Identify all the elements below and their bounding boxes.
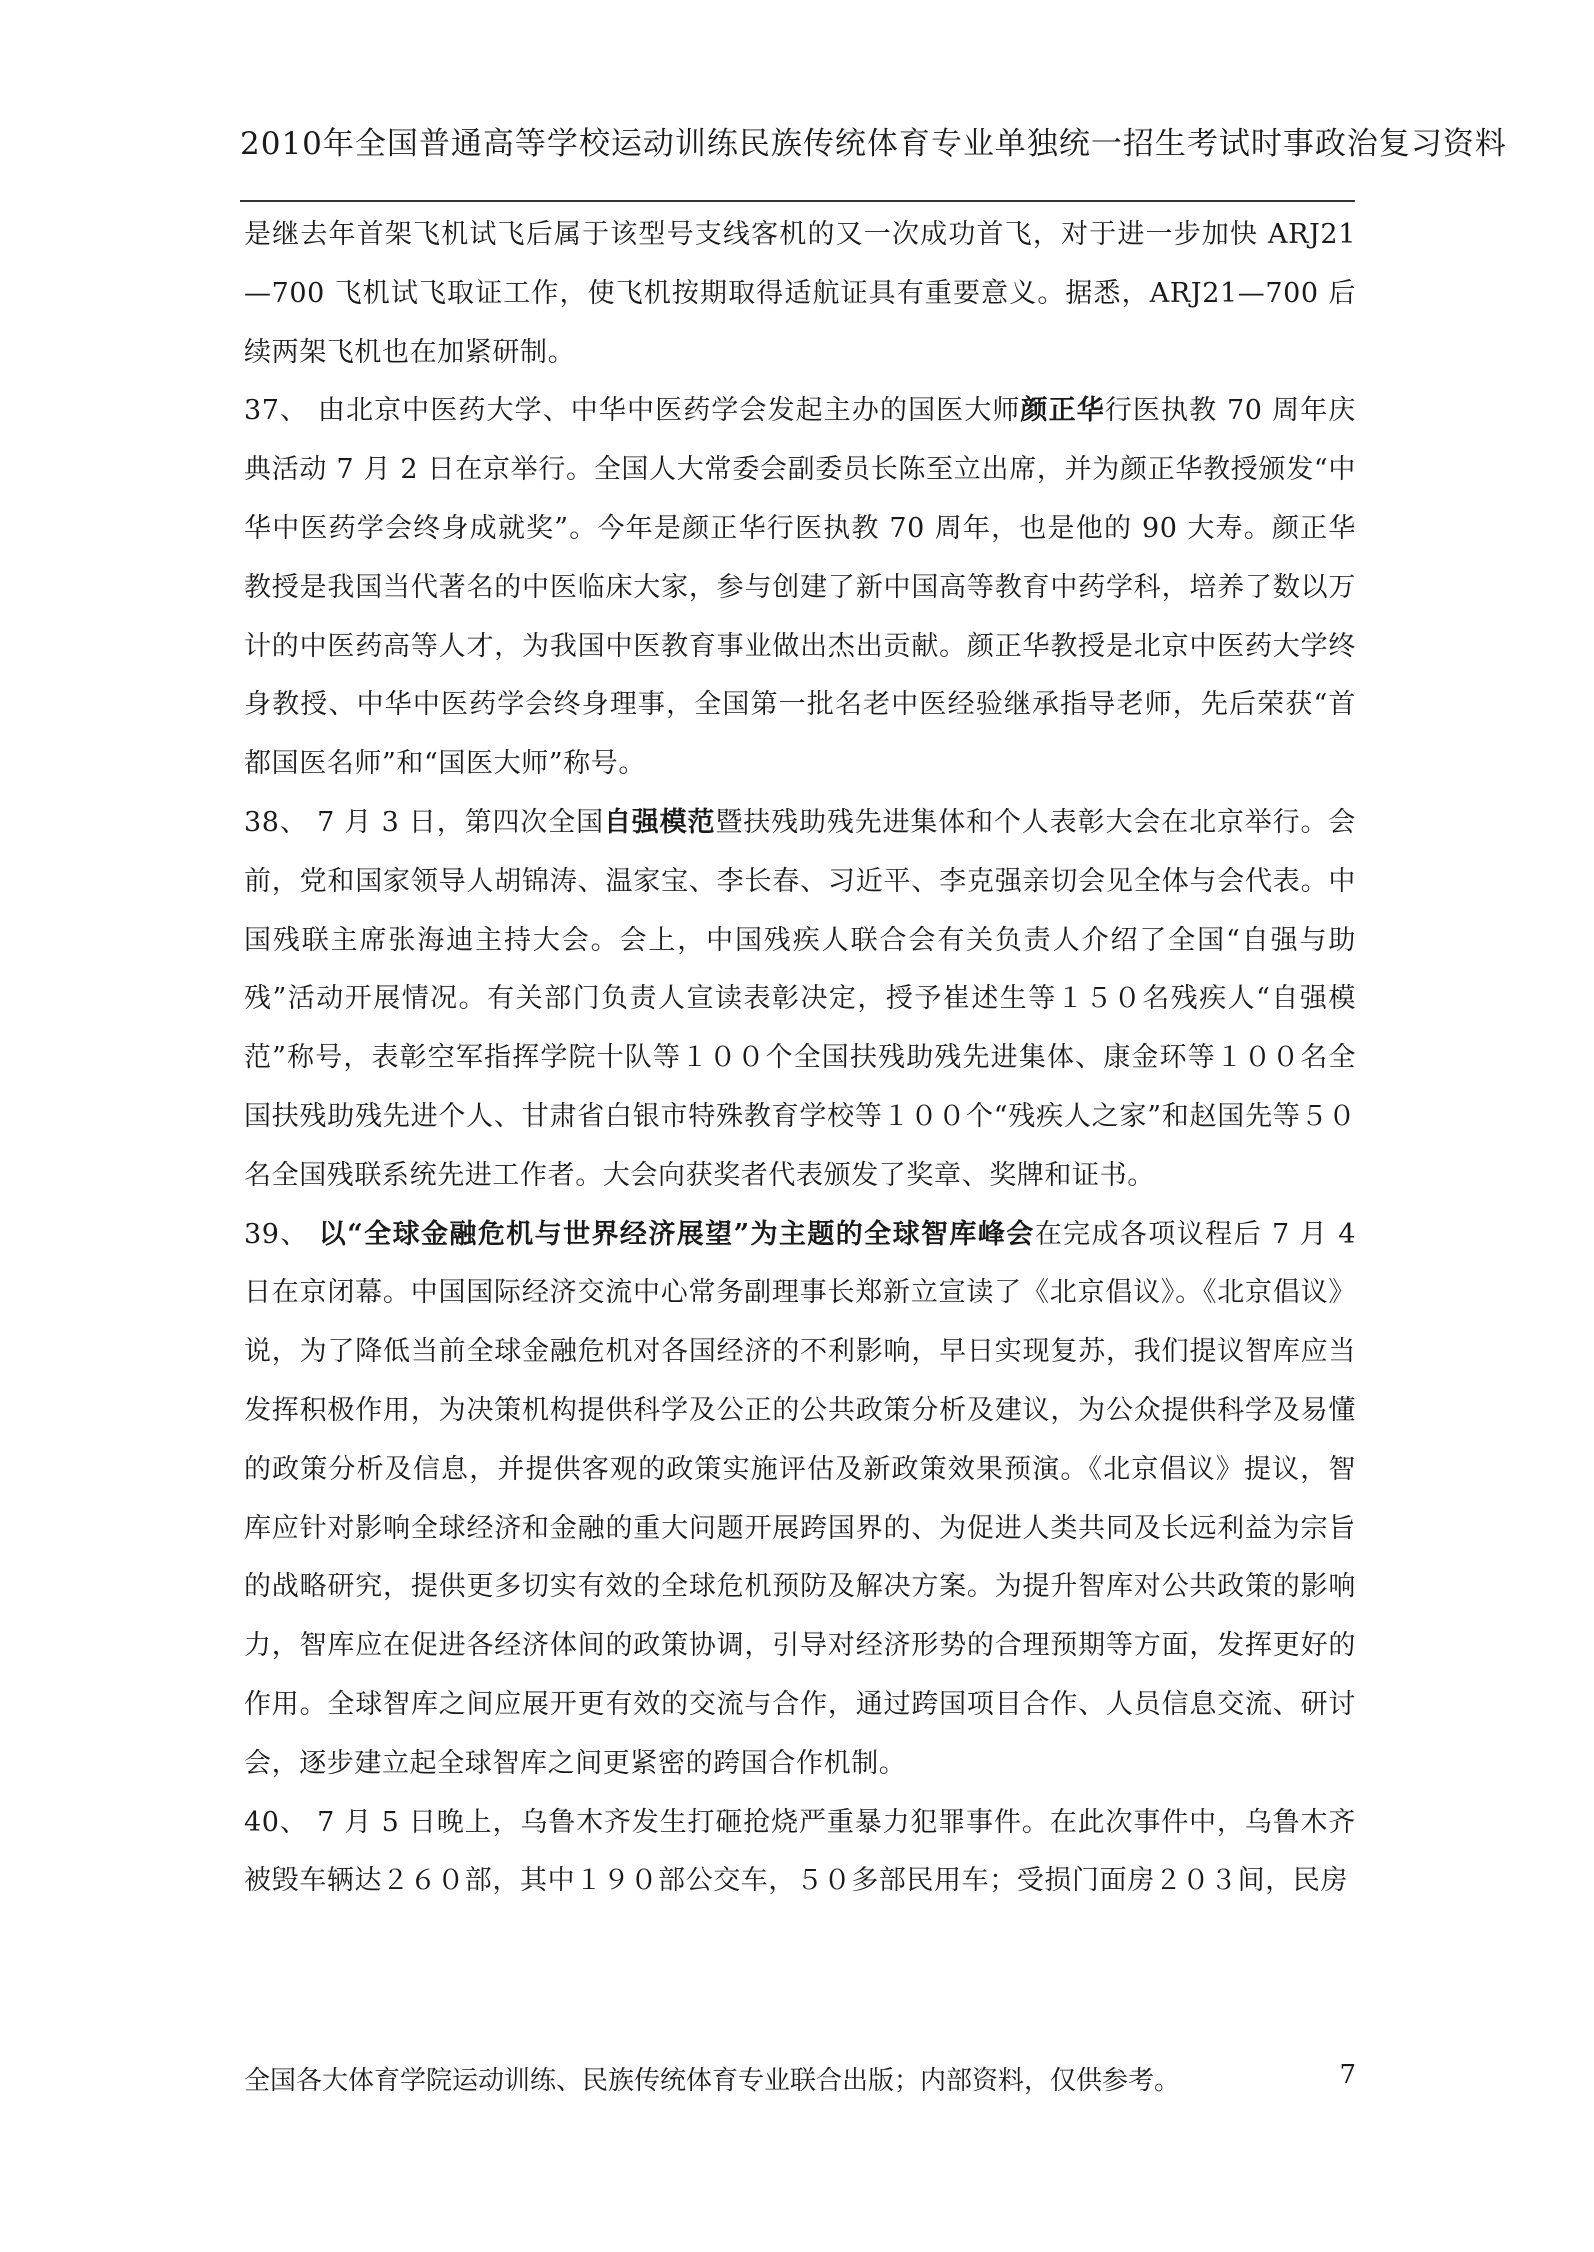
- footer-note: 全国各大体育学院运动训练、民族传统体育专业联合出版；内部资料，仅供参考。: [244, 2066, 1181, 2096]
- paragraph-item-37: [244, 382, 1356, 794]
- page-number: 7: [1339, 2060, 1356, 2090]
- text-segment: 39、: [244, 1218, 319, 1250]
- paragraph-continuation: [244, 206, 1356, 382]
- header-divider: [240, 200, 1355, 202]
- paragraph-item-38: [244, 794, 1356, 1206]
- text-segment: 37、 由北京中医药大学、中华中医药学会发起主办的国医大师: [244, 395, 1021, 427]
- page-footer: [244, 2060, 1356, 2097]
- bold-keyword: 颜正华: [1020, 395, 1105, 427]
- paragraph-item-39: [244, 1206, 1356, 1794]
- text-segment: 行医执教 70 周年庆典活动 7 月 2 日在京举行。全国人大常委会副委员长陈至立出席，并为颜正华教授颁发“中华中医药学会终身成就奖”。今年是颜正华行医执教 70 周年，也是他的 90 大寿。颜正华教授是我国当代著名的中医临床大家，参与创建了新中国高等教育中药学科，培养了数以万计的中医药高等人才，为我国中医教育事业做出杰出贡献。颜正华教授是北京中医药大学终身教授、中华中医药学会终身理事，全国第一批名老中医经验继承指导老师，先后荣获“首都国医名师”和“国医大师”称号。: [244, 395, 1356, 780]
- paragraph-item-40: [244, 1794, 1356, 1912]
- header-title: 2010年全国普通高等学校运动训练民族传统体育专业单独统一招生考试时事政治复习资料: [240, 126, 1507, 162]
- bold-keyword: 以“全球金融危机与世界经济展望”为主题的全球智库峰会: [318, 1218, 1035, 1250]
- text-segment: 40、 7 月 5 日晚上，乌鲁木齐发生打砸抢烧严重暴力犯罪事件。在此次事件中，乌鲁木齐被毁车辆达２６０部，其中１９０部公交车，５０多部民用车；受损门面房２０３间，民房: [244, 1806, 1356, 1897]
- text-segment: 38、 7 月 3 日，第四次全国: [244, 806, 604, 838]
- text-segment: 暨扶残助残先进集体和个人表彰大会在北京举行。会前，党和国家领导人胡锦涛、温家宝、李长春、习近平、李克强亲切会见全体与会代表。中国残联主席张海迪主持大会。会上，中国残疾人联合会有关负责人介绍了全国“自强与助残”活动开展情况。有关部门负责人宣读表彰决定，授予崔述生等１５０名残疾人“自强模范”称号，表彰空军指挥学院十队等１００个全国扶残助残先进集体、康金环等１００名全国扶残助残先进个人、甘肃省白银市特殊教育学校等１００个“残疾人之家”和赵国先等５０名全国残联系统先进工作者。大会向获奖者代表颁发了奖章、奖牌和证书。: [244, 806, 1356, 1191]
- text-segment: 在完成各项议程后 7 月 4 日在京闭幕。中国国际经济交流中心常务副理事长郑新立宣读了《北京倡议》。《北京倡议》说，为了降低当前全球金融危机对各国经济的不利影响，早日实现复苏，我们提议智库应当发挥积极作用，为决策机构提供科学及公正的公共政策分析及建议，为公众提供科学及易懂的政策分析及信息，并提供客观的政策实施评估及新政策效果预演。《北京倡议》提议，智库应针对影响全球经济和金融的重大问题开展跨国界的、为促进人类共同及长远利益为宗旨的战略研究，提供更多切实有效的全球危机预防及解决方案。为提升智库对公共政策的影响力，智库应在促进各经济体间的政策协调，引导对经济形势的合理预期等方面，发挥更好的作用。全球智库之间应展开更有效的交流与合作，通过跨国项目合作、人员信息交流、研讨会，逐步建立起全球智库之间更紧密的跨国合作机制。: [244, 1218, 1356, 1779]
- document-body: [244, 206, 1356, 1911]
- text-segment: 是继去年首架飞机试飞后属于该型号支线客机的又一次成功首飞，对于进一步加快 ARJ21—700 飞机试飞取证工作，使飞机按期取得适航证具有重要意义。据悉，ARJ21—700 后续两架飞机也在加紧研制。: [244, 219, 1356, 368]
- bold-keyword: 自强模范: [603, 806, 716, 838]
